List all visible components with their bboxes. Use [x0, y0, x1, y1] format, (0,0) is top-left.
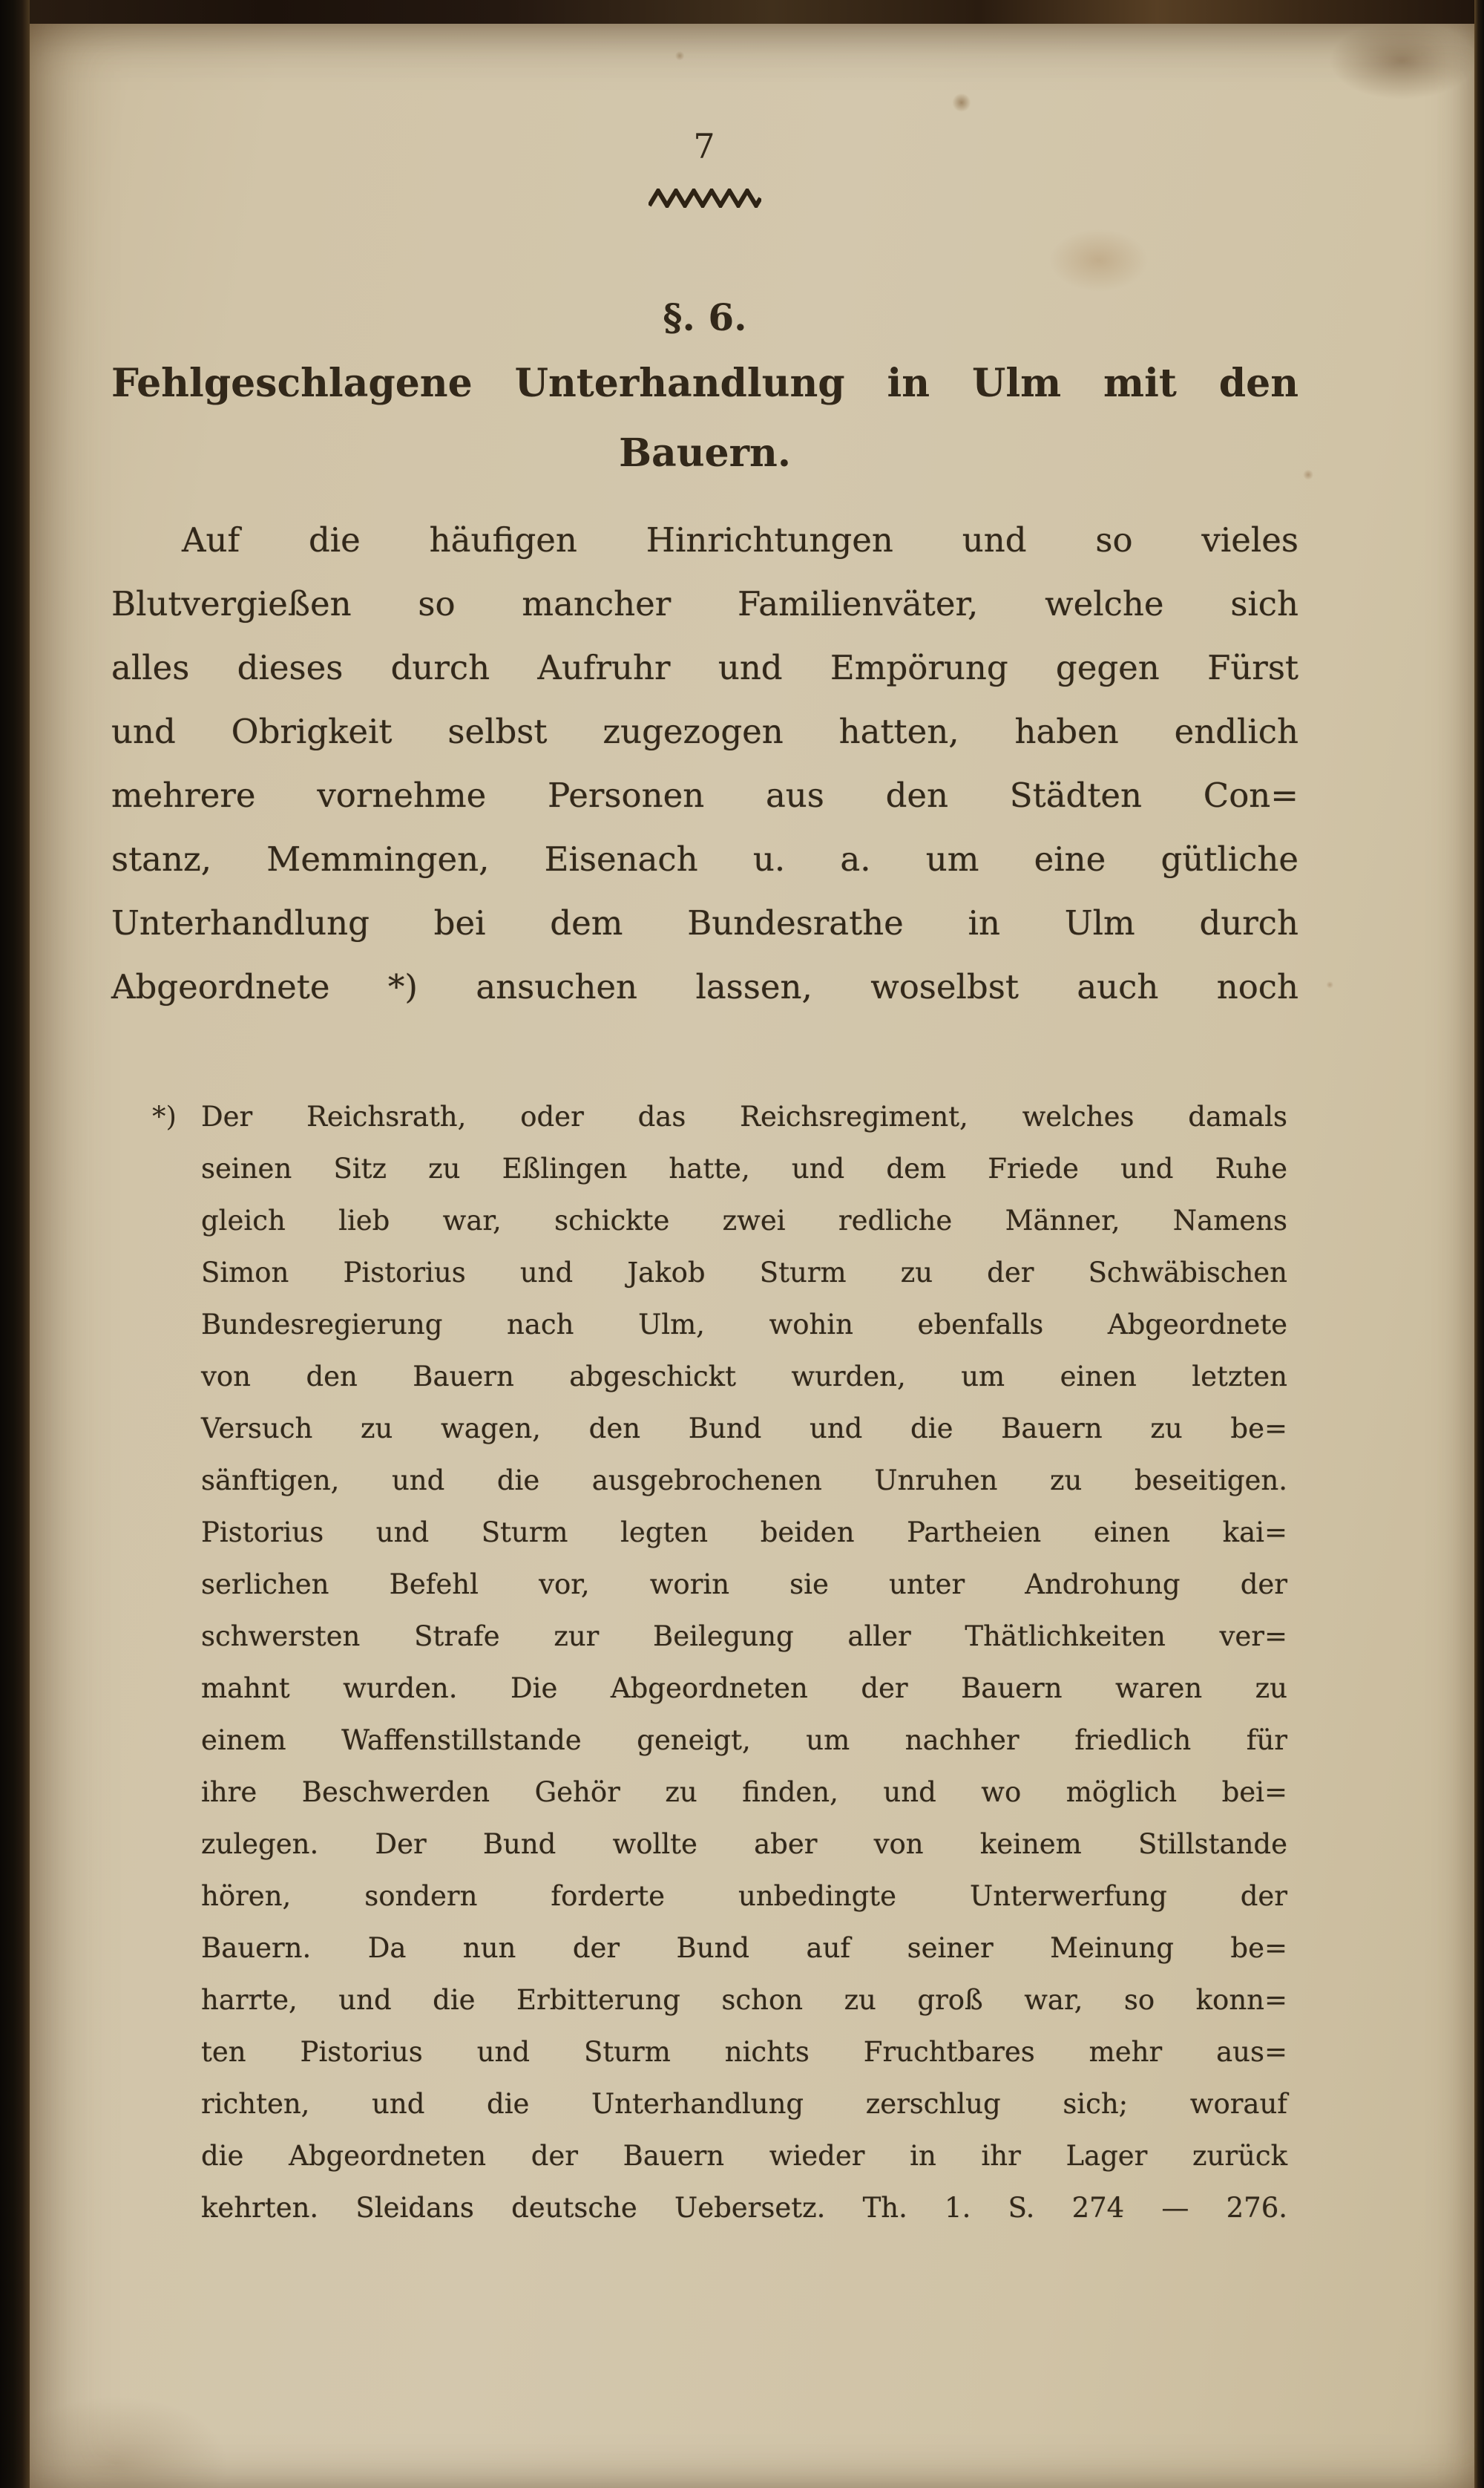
body-line: mehrere vornehme Personen aus den Städten Con= — [111, 776, 1298, 815]
footnote-line: mahnt wurden. Die Abgeordneten der Bauern waren zu — [201, 1672, 1287, 1704]
footnote-line: die Abgeordneten der Bauern wieder in ihr Lager zurück — [201, 2140, 1287, 2172]
zigzag-ornament-icon — [111, 189, 1298, 208]
book-binding-left — [0, 0, 30, 2488]
zigzag-ornament-glyph — [649, 189, 761, 208]
body-line: Blutvergießen so mancher Familienväter, welche sich — [111, 584, 1298, 623]
body-line: Auf die häufigen Hinrichtungen und so vieles — [182, 520, 1298, 560]
footnote-line: schwersten Strafe zur Beilegung aller Thätlichkeiten ver= — [201, 1620, 1287, 1652]
body-line: alles dieses durch Aufruhr und Empörung gegen Fürst — [111, 648, 1298, 687]
section-title-line: Fehlgeschlagene Unterhandlung in Ulm mit den — [111, 361, 1298, 406]
body-line: Abgeordnete *) ansuchen lassen, woselbst auch noch — [111, 967, 1298, 1006]
footnote-line: Bauern. Da nun der Bund auf seiner Meinung be= — [201, 1932, 1287, 1964]
footnote-line: Pistorius und Sturm legten beiden Partheien einen kai= — [201, 1516, 1287, 1548]
footnote — [152, 1091, 1287, 2234]
page-paper — [30, 24, 1474, 2488]
footnote-line: zulegen. Der Bund wollte aber von keinem Stillstande — [201, 1828, 1287, 1860]
page-number: 7 — [693, 126, 717, 166]
footnote-line: Bundesregierung nach Ulm, wohin ebenfalls Abgeordnete — [201, 1309, 1287, 1340]
book-edge-right — [1474, 0, 1484, 2488]
footnote-line: harrte, und die Erbitterung schon zu groß war, so konn= — [201, 1984, 1287, 2016]
footnote-line: Simon Pistorius und Jakob Sturm zu der Schwäbischen — [201, 1257, 1287, 1289]
footnote-line: ten Pistorius und Sturm nichts Fruchtbares mehr aus= — [201, 2036, 1287, 2068]
body-line: und Obrigkeit selbst zugezogen hatten, haben endlich — [111, 712, 1298, 751]
footnote-line: Der Reichsrath, oder das Reichsregiment, welches damals — [201, 1101, 1287, 1133]
footnote-line: einem Waffenstillstande geneigt, um nachher friedlich für — [201, 1724, 1287, 1756]
footnote-line: von den Bauern abgeschickt wurden, um einen letzten — [201, 1361, 1287, 1392]
footnote-line: kehrten. Sleidans deutsche Uebersetz. Th. 1. S. 274 — 276. — [201, 2192, 1287, 2224]
body-line: Unterhandlung bei dem Bundesrathe in Ulm durch — [111, 903, 1298, 943]
footnote-marker: *) — [152, 1101, 177, 1133]
page-content — [111, 126, 1298, 2427]
section-title — [111, 349, 1298, 488]
section-title-line: Bauern. — [619, 431, 791, 476]
footnote-line: Versuch zu wagen, den Bund und die Bauern zu be= — [201, 1412, 1287, 1444]
footnote-line: hören, sondern forderte unbedingte Unterwerfung der — [201, 1880, 1287, 1912]
footnote-line: serlichen Befehl vor, worin sie unter Androhung der — [201, 1568, 1287, 1600]
body-line: stanz, Memmingen, Eisenach u. a. um eine gütliche — [111, 839, 1298, 879]
footnote-line: ihre Beschwerden Gehör zu finden, und wo möglich bei= — [201, 1776, 1287, 1808]
footnote-line: seinen Sitz zu Eßlingen hatte, und dem Friede und Ruhe — [201, 1153, 1287, 1185]
book-binding-top — [0, 0, 1484, 24]
body-paragraph — [111, 508, 1298, 1019]
footnote-line: sänftigen, und die ausgebrochenen Unruhen zu beseitigen. — [201, 1464, 1287, 1496]
section-mark: §. 6. — [663, 295, 747, 339]
footnote-line: richten, und die Unterhandlung zerschlug sich; worauf — [201, 2088, 1287, 2120]
footnote-line: gleich lieb war, schickte zwei redliche Männer, Namens — [201, 1205, 1287, 1237]
footnote-text — [201, 1091, 1287, 2234]
